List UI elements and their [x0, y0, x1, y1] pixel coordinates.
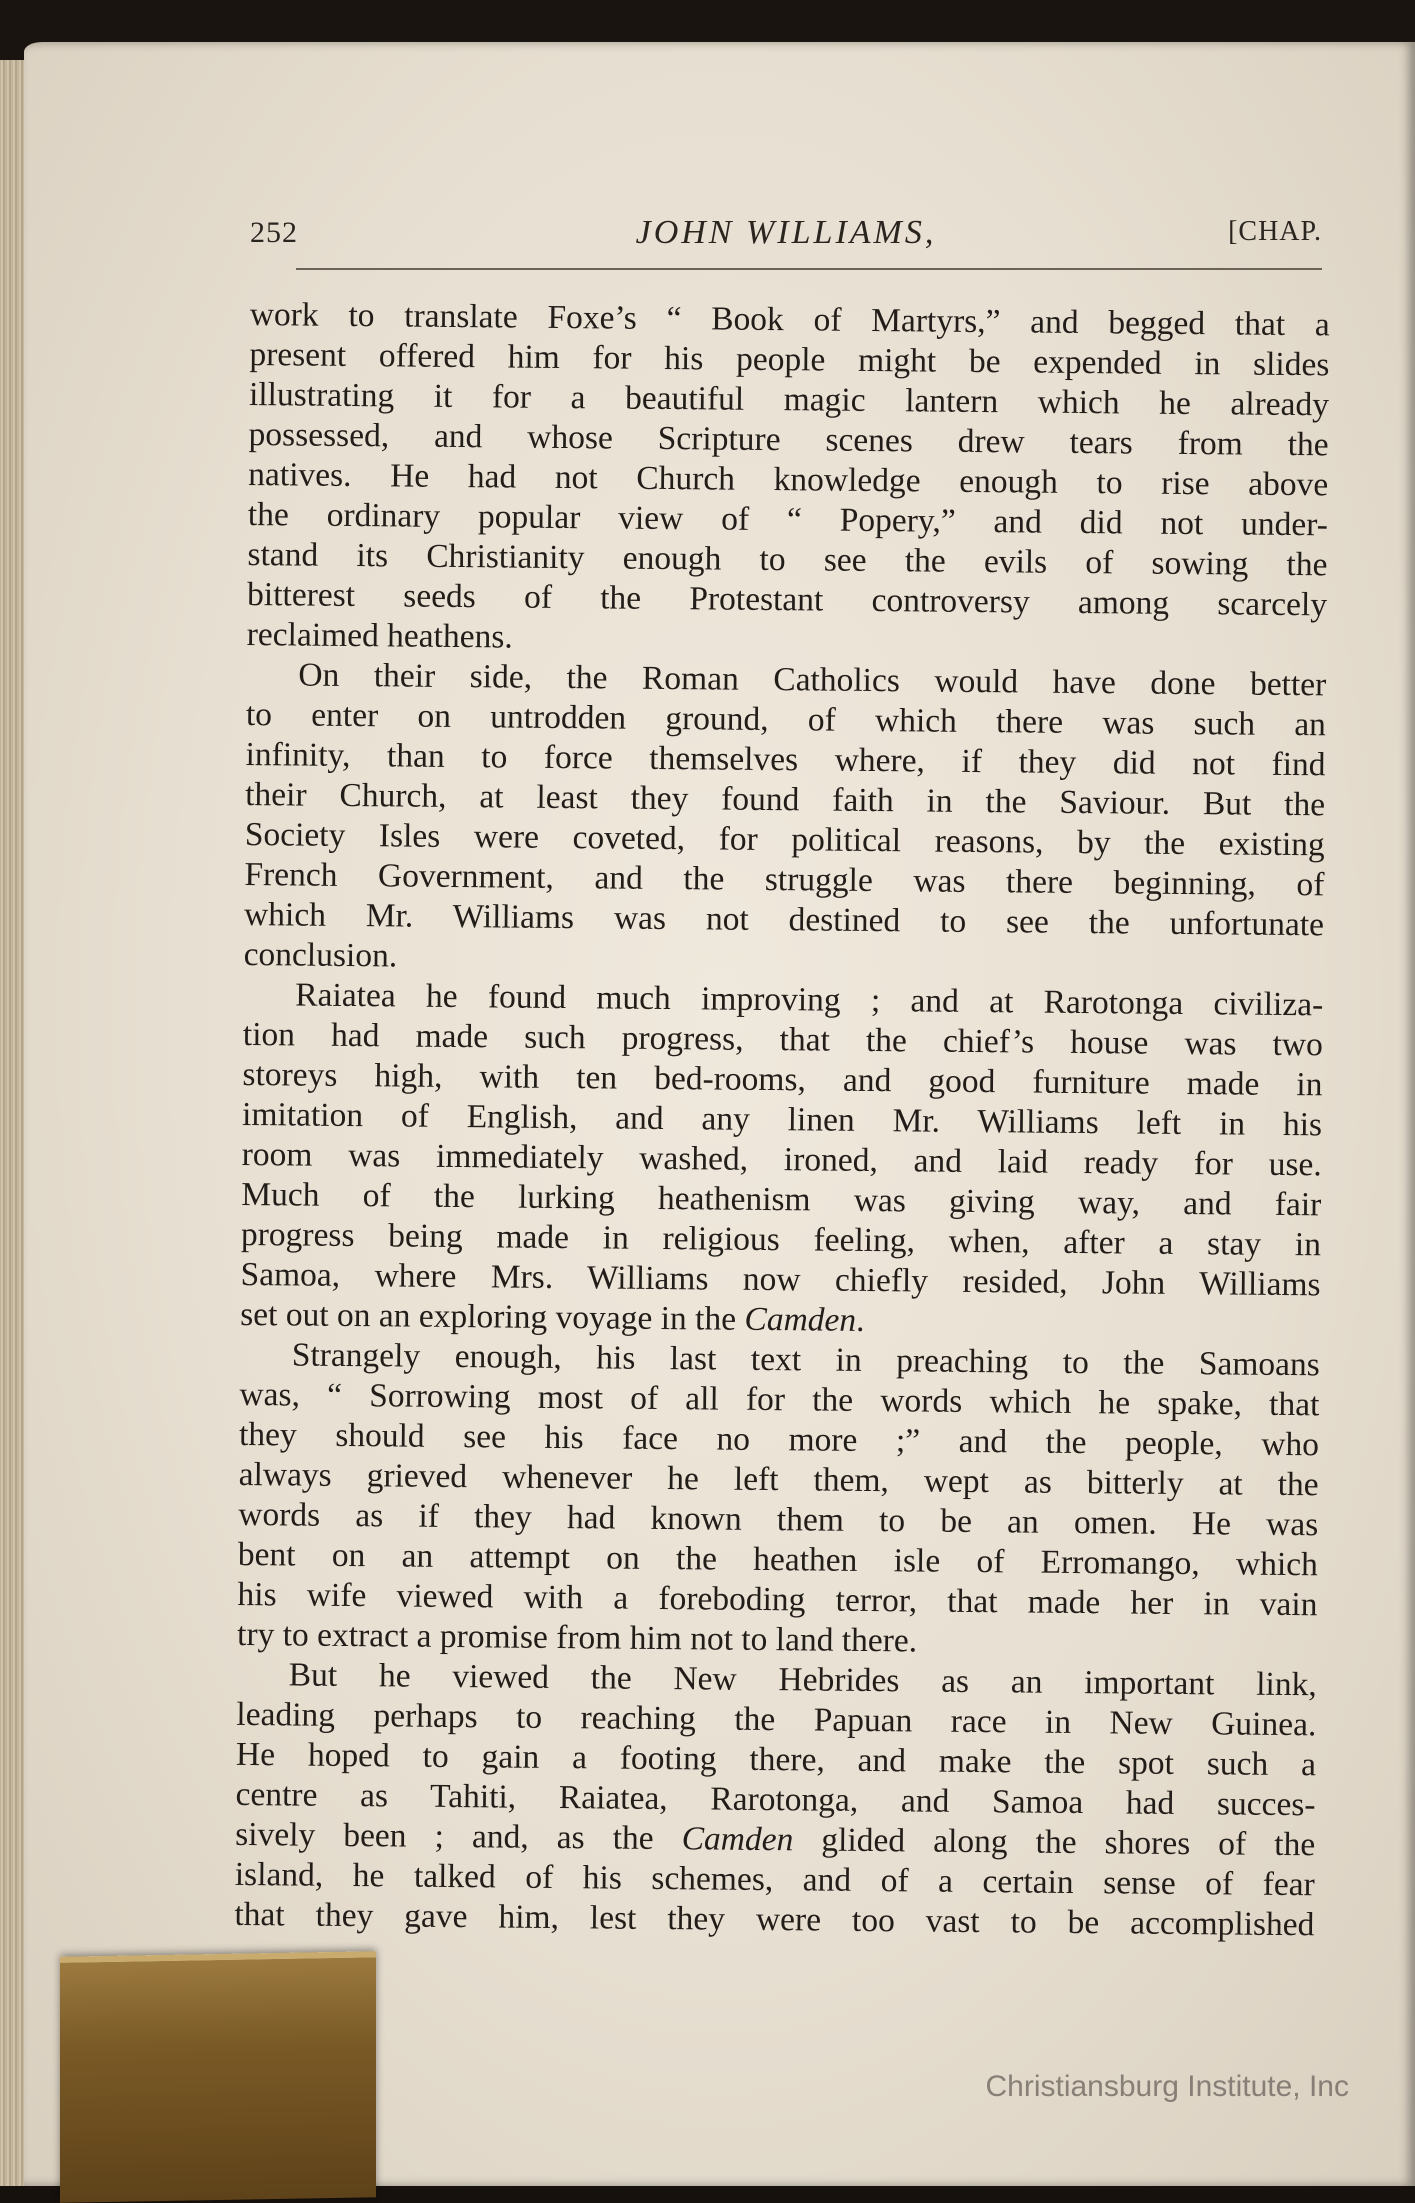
text-fragment: glided along the shores of the: [793, 1821, 1316, 1864]
text-line: always grieved whenever he left them, wept as bitterly at the: [238, 1455, 1319, 1504]
paragraph-4: [237, 1335, 1320, 1665]
text-line: possessed, and whose Scripture scenes drew tears from the: [248, 415, 1329, 464]
chapter-label: [CHAP.: [1228, 216, 1322, 247]
text-line: room was immediately washed, ironed, and laid ready for use.: [241, 1135, 1322, 1184]
text-line: leading perhaps to reaching the Papuan race in New Guinea.: [236, 1695, 1317, 1744]
text-line: to enter on untrodden ground, of which there was such an: [245, 695, 1327, 744]
body-text: [234, 295, 1330, 1945]
watermark: Christiansburg Institute, Inc: [985, 2070, 1349, 2103]
text-fragment: .: [855, 1301, 865, 1339]
text-line: bent on an attempt on the heathen isle of Erromango, which: [237, 1535, 1319, 1584]
page-number: 252: [250, 216, 298, 249]
text-line: present offered him for his people might be expended in slides: [249, 335, 1330, 384]
text-line: try to extract a promise from him not to land there.: [236, 1615, 918, 1660]
paragraph-5: [234, 1655, 1317, 1945]
text-line: conclusion.: [243, 935, 398, 975]
text-line: centre as Tahiti, Raiatea, Rarotonga, and Samoa had succes-: [235, 1775, 1316, 1824]
text-line: tion had made such progress, that the chief’s house was two: [242, 1015, 1324, 1064]
paragraph-1: [247, 295, 1330, 665]
text-line: French Government, and the struggle was there beginning, of: [244, 855, 1325, 904]
running-header: [250, 206, 1322, 262]
text-line: But he viewed the New Hebrides as an important link,: [288, 1656, 1317, 1704]
wooden-page-weight: [60, 1951, 376, 2203]
text-line: the ordinary popular view of “ Popery,” and did not under-: [247, 495, 1329, 544]
text-line: infinity, than to force themselves where, if they did not find: [245, 735, 1326, 784]
text-line: was, “ Sorrowing most of all for the words which he spake, that: [239, 1375, 1320, 1424]
text-line: Samoa, where Mrs. Williams now chiefly resided, John Williams: [240, 1255, 1321, 1304]
header-rule: [296, 268, 1322, 270]
text-line: Society Isles were coveted, for political reasons, by the existing: [244, 815, 1325, 864]
text-line: they should see his face no more ;” and the people, who: [238, 1415, 1320, 1464]
text-line: On their side, the Roman Catholics would have done better: [298, 656, 1327, 704]
text-line: reclaimed heathens.: [246, 615, 513, 656]
text-line: his wife viewed with a foreboding terror, that made her in vain: [237, 1575, 1318, 1624]
text-line: their Church, at least they found faith in the Saviour. But the: [245, 775, 1326, 824]
text-line: Much of the lurking heathenism was giving way, and fair: [241, 1175, 1322, 1224]
paragraph-2: [243, 655, 1326, 985]
ship-name: Camden: [744, 1300, 857, 1339]
text-line: Raiatea he found much improving ; and at Rarotonga civiliza-: [295, 976, 1324, 1024]
running-title: JOHN WILLIAMS,: [635, 214, 937, 251]
text-fragment: sively been ; and, as the: [235, 1815, 682, 1858]
text-line: work to translate Foxe’s “ Book of Martyrs,” and begged that a: [249, 295, 1330, 344]
text-line: island, he talked of his schemes, and of a certain sense of fear: [234, 1855, 1315, 1904]
ship-name: Camden: [681, 1820, 794, 1859]
text-line: words as if they had known them to be an omen. He was: [238, 1495, 1319, 1544]
text-line: progress being made in religious feeling, when, after a stay in: [240, 1215, 1322, 1264]
text-line: imitation of English, and any linen Mr. Williams left in his: [241, 1095, 1323, 1144]
text-line: which Mr. Williams was not destined to see the unfortunate: [243, 895, 1325, 944]
text-line: stand its Christianity enough to see the evils of sowing the: [247, 535, 1328, 584]
text-line: that they gave him, lest they were too vast to be accomplished: [234, 1895, 1315, 1944]
text-line: bitterest seeds of the Protestant controversy among scarcely: [246, 575, 1328, 624]
text-line: He hoped to gain a footing there, and make the spot such a: [235, 1735, 1317, 1784]
text-fragment: set out on an exploring voyage in the: [240, 1295, 745, 1338]
paragraph-3: [240, 975, 1323, 1345]
text-line: natives. He had not Church knowledge enough to rise above: [248, 455, 1329, 504]
text-line: Strangely enough, his last text in preaching to the Samoans: [291, 1336, 1320, 1384]
text-line: storeys high, with ten bed-rooms, and good furniture made in: [242, 1055, 1323, 1104]
text-line: illustrating it for a beautiful magic lantern which he already: [248, 375, 1330, 424]
